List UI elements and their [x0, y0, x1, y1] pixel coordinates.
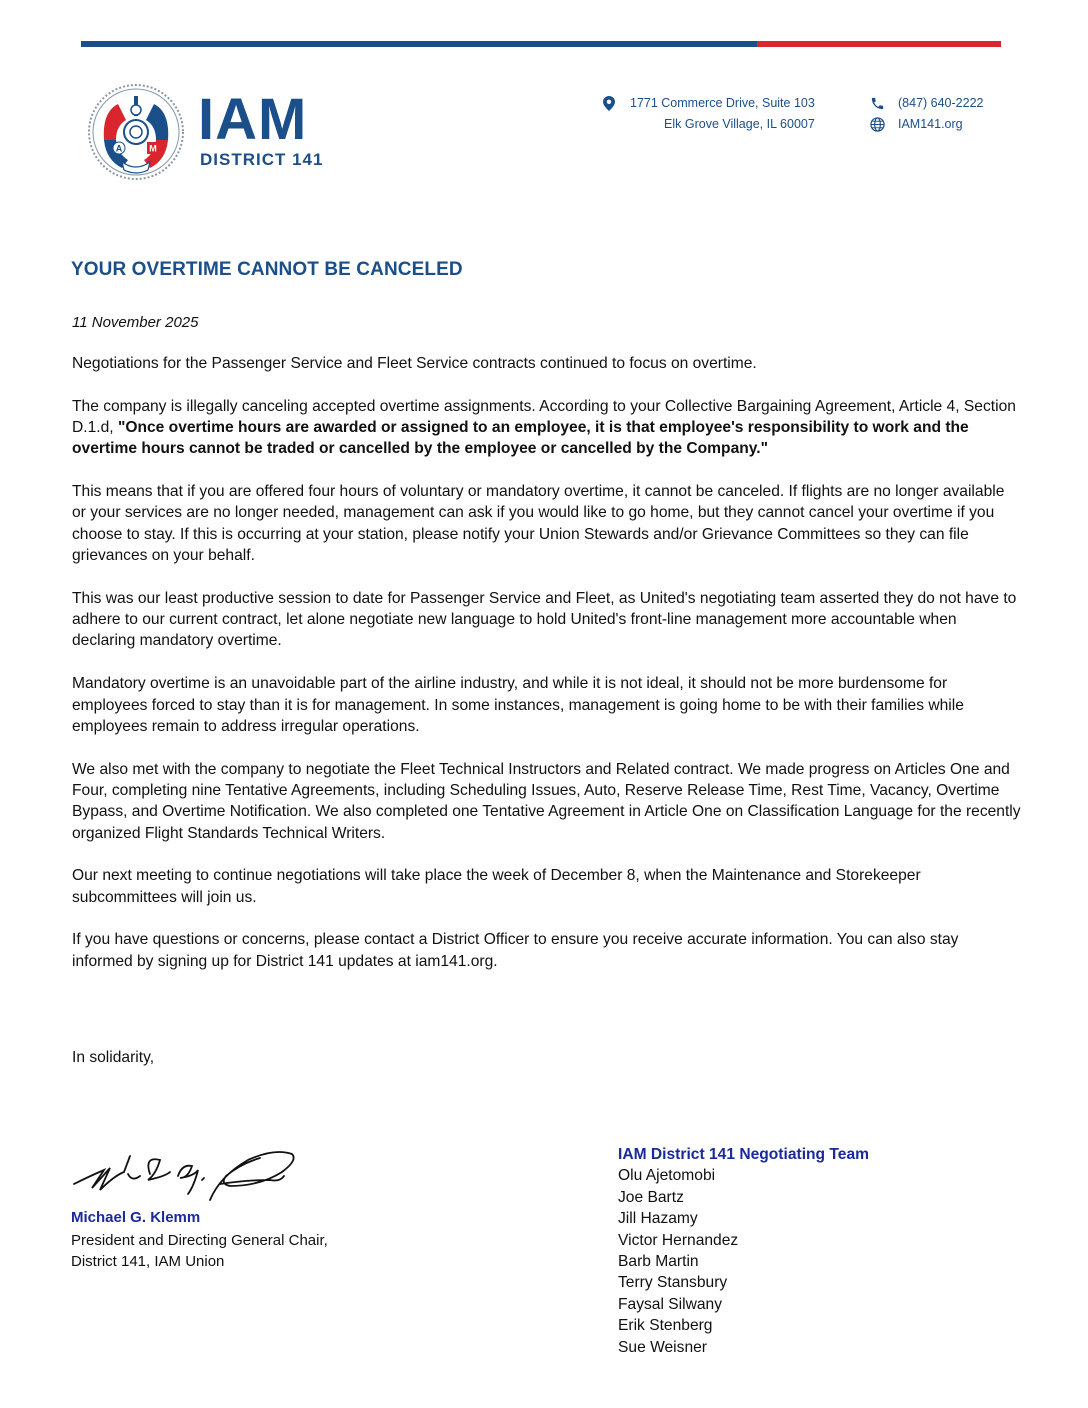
team-title: IAM District 141 Negotiating Team	[618, 1146, 869, 1163]
iam-gear-emblem-icon	[86, 82, 186, 182]
website-link[interactable]: IAM141.org	[898, 117, 963, 131]
logo-title: IAM	[198, 87, 308, 152]
accent-bar-blue	[81, 41, 757, 47]
team-member: Terry Stansbury	[618, 1274, 728, 1292]
signatory-title-line-1: President and Directing General Chair,	[71, 1232, 328, 1249]
phone-icon	[868, 95, 886, 113]
svg-text:A: A	[115, 143, 123, 154]
team-member: Erik Stenberg	[618, 1317, 713, 1335]
team-member: Faysal Silwany	[618, 1295, 722, 1313]
map-pin-icon	[600, 94, 618, 112]
signatory-title	[71, 1230, 328, 1272]
top-accent-bar	[81, 41, 1001, 47]
globe-icon	[868, 116, 886, 134]
letter-date: 11 November 2025	[72, 314, 199, 331]
cba-quote: "Once overtime hours are awarded or assigned to an employee, it is that employee's responsibility to work and the overtime hours cannot be traded or cancelled by the employee or cancelled by the Company."	[72, 419, 969, 458]
website-row[interactable]	[868, 114, 983, 135]
team-member: Joe Bartz	[618, 1188, 684, 1206]
team-member: Olu Ajetomobi	[618, 1167, 716, 1185]
paragraph-contact: If you have questions or concerns, please contact a District Officer to ensure you receive accurate information. You can also stay informed by signing up for District 141 updates at iam141.org.	[72, 931, 959, 970]
iam-district-141-logo	[86, 82, 323, 182]
paragraph-next-meeting: Our next meeting to continue negotiations will take place the week of December 8, when the Maintenance and Storekeeper subcommittees will join us.	[72, 867, 921, 906]
contact-address	[600, 93, 815, 135]
accent-bar-red	[757, 41, 1001, 47]
paragraph-session-summary: This was our least productive session to date for Passenger Service and Fleet, as United's negotiating team asserted they do not have to adhere to our current contract, let alone negotiate new language to hold United's front-line management more accountable when declaring mandatory overtime.	[72, 589, 1017, 650]
logo-subtitle: DISTRICT 141	[200, 150, 324, 169]
letter-headline: YOUR OVERTIME CANNOT BE CANCELED	[71, 259, 463, 280]
paragraph-fleet-instructors: We also met with the company to negotiate the Fleet Technical Instructors and Related contract. We made progress on Articles One and Four, completing nine Tentative Agreements, including Scheduling Issues, Auto, Reserve Release Time, Rest Time, Vacancy, Overtime Bypass, and Overtime Notification. We also completed one Tentative Agreement in Article One on Classification Language for the recently organized Flight Standards Technical Writers.	[72, 760, 1021, 842]
signatory-name: Michael G. Klemm	[71, 1209, 201, 1226]
paragraph-cba-quote	[72, 396, 1022, 460]
phone-number: (847) 640-2222	[898, 96, 984, 110]
signatory-title-line-2: District 141, IAM Union	[71, 1253, 225, 1270]
team-member: Victor Hernandez	[618, 1231, 739, 1249]
svg-text:M: M	[149, 143, 157, 154]
paragraph-overtime-explanation: This means that if you are offered four hours of voluntary or mandatory overtime, it cannot be canceled. If flights are no longer available or your services are no longer needed, management can ask if you would like to go home, but they cannot cancel your overtime if you choose to stay. If this is occurring at your station, please notify your Union Stewards and/or Grievance Committees so they can file grievances on your behalf.	[72, 483, 1005, 565]
team-member: Jill Hazamy	[618, 1210, 698, 1228]
team-member: Barb Martin	[618, 1253, 699, 1271]
address-line-1: 1771 Commerce Drive, Suite 103	[630, 96, 815, 110]
contact-phone-web	[868, 93, 983, 135]
cba-reference: The company is illegally canceling accepted overtime assignments. According to your Collective Bargaining Agreement, Article 4, Section D.1.d,	[72, 397, 1016, 437]
paragraph-mandatory-overtime: Mandatory overtime is an unavoidable part of the airline industry, and while it is not ideal, it should not be more burdensome for employees forced to stay than it is for management. In some instances, management is going home to be with their families while employees remain to address irregular operations.	[72, 675, 964, 735]
paragraph-intro: Negotiations for the Passenger Service and Fleet Service contracts continued to focus on overtime.	[72, 355, 757, 372]
address-line-2: Elk Grove Village, IL 60007	[664, 117, 815, 131]
letter-closing: In solidarity,	[72, 1049, 155, 1066]
letter-body	[72, 353, 1022, 994]
team-member: Sue Weisner	[618, 1338, 707, 1356]
phone-row[interactable]	[868, 93, 983, 114]
negotiating-team	[618, 1144, 869, 1358]
handwritten-signature	[70, 1146, 300, 1211]
